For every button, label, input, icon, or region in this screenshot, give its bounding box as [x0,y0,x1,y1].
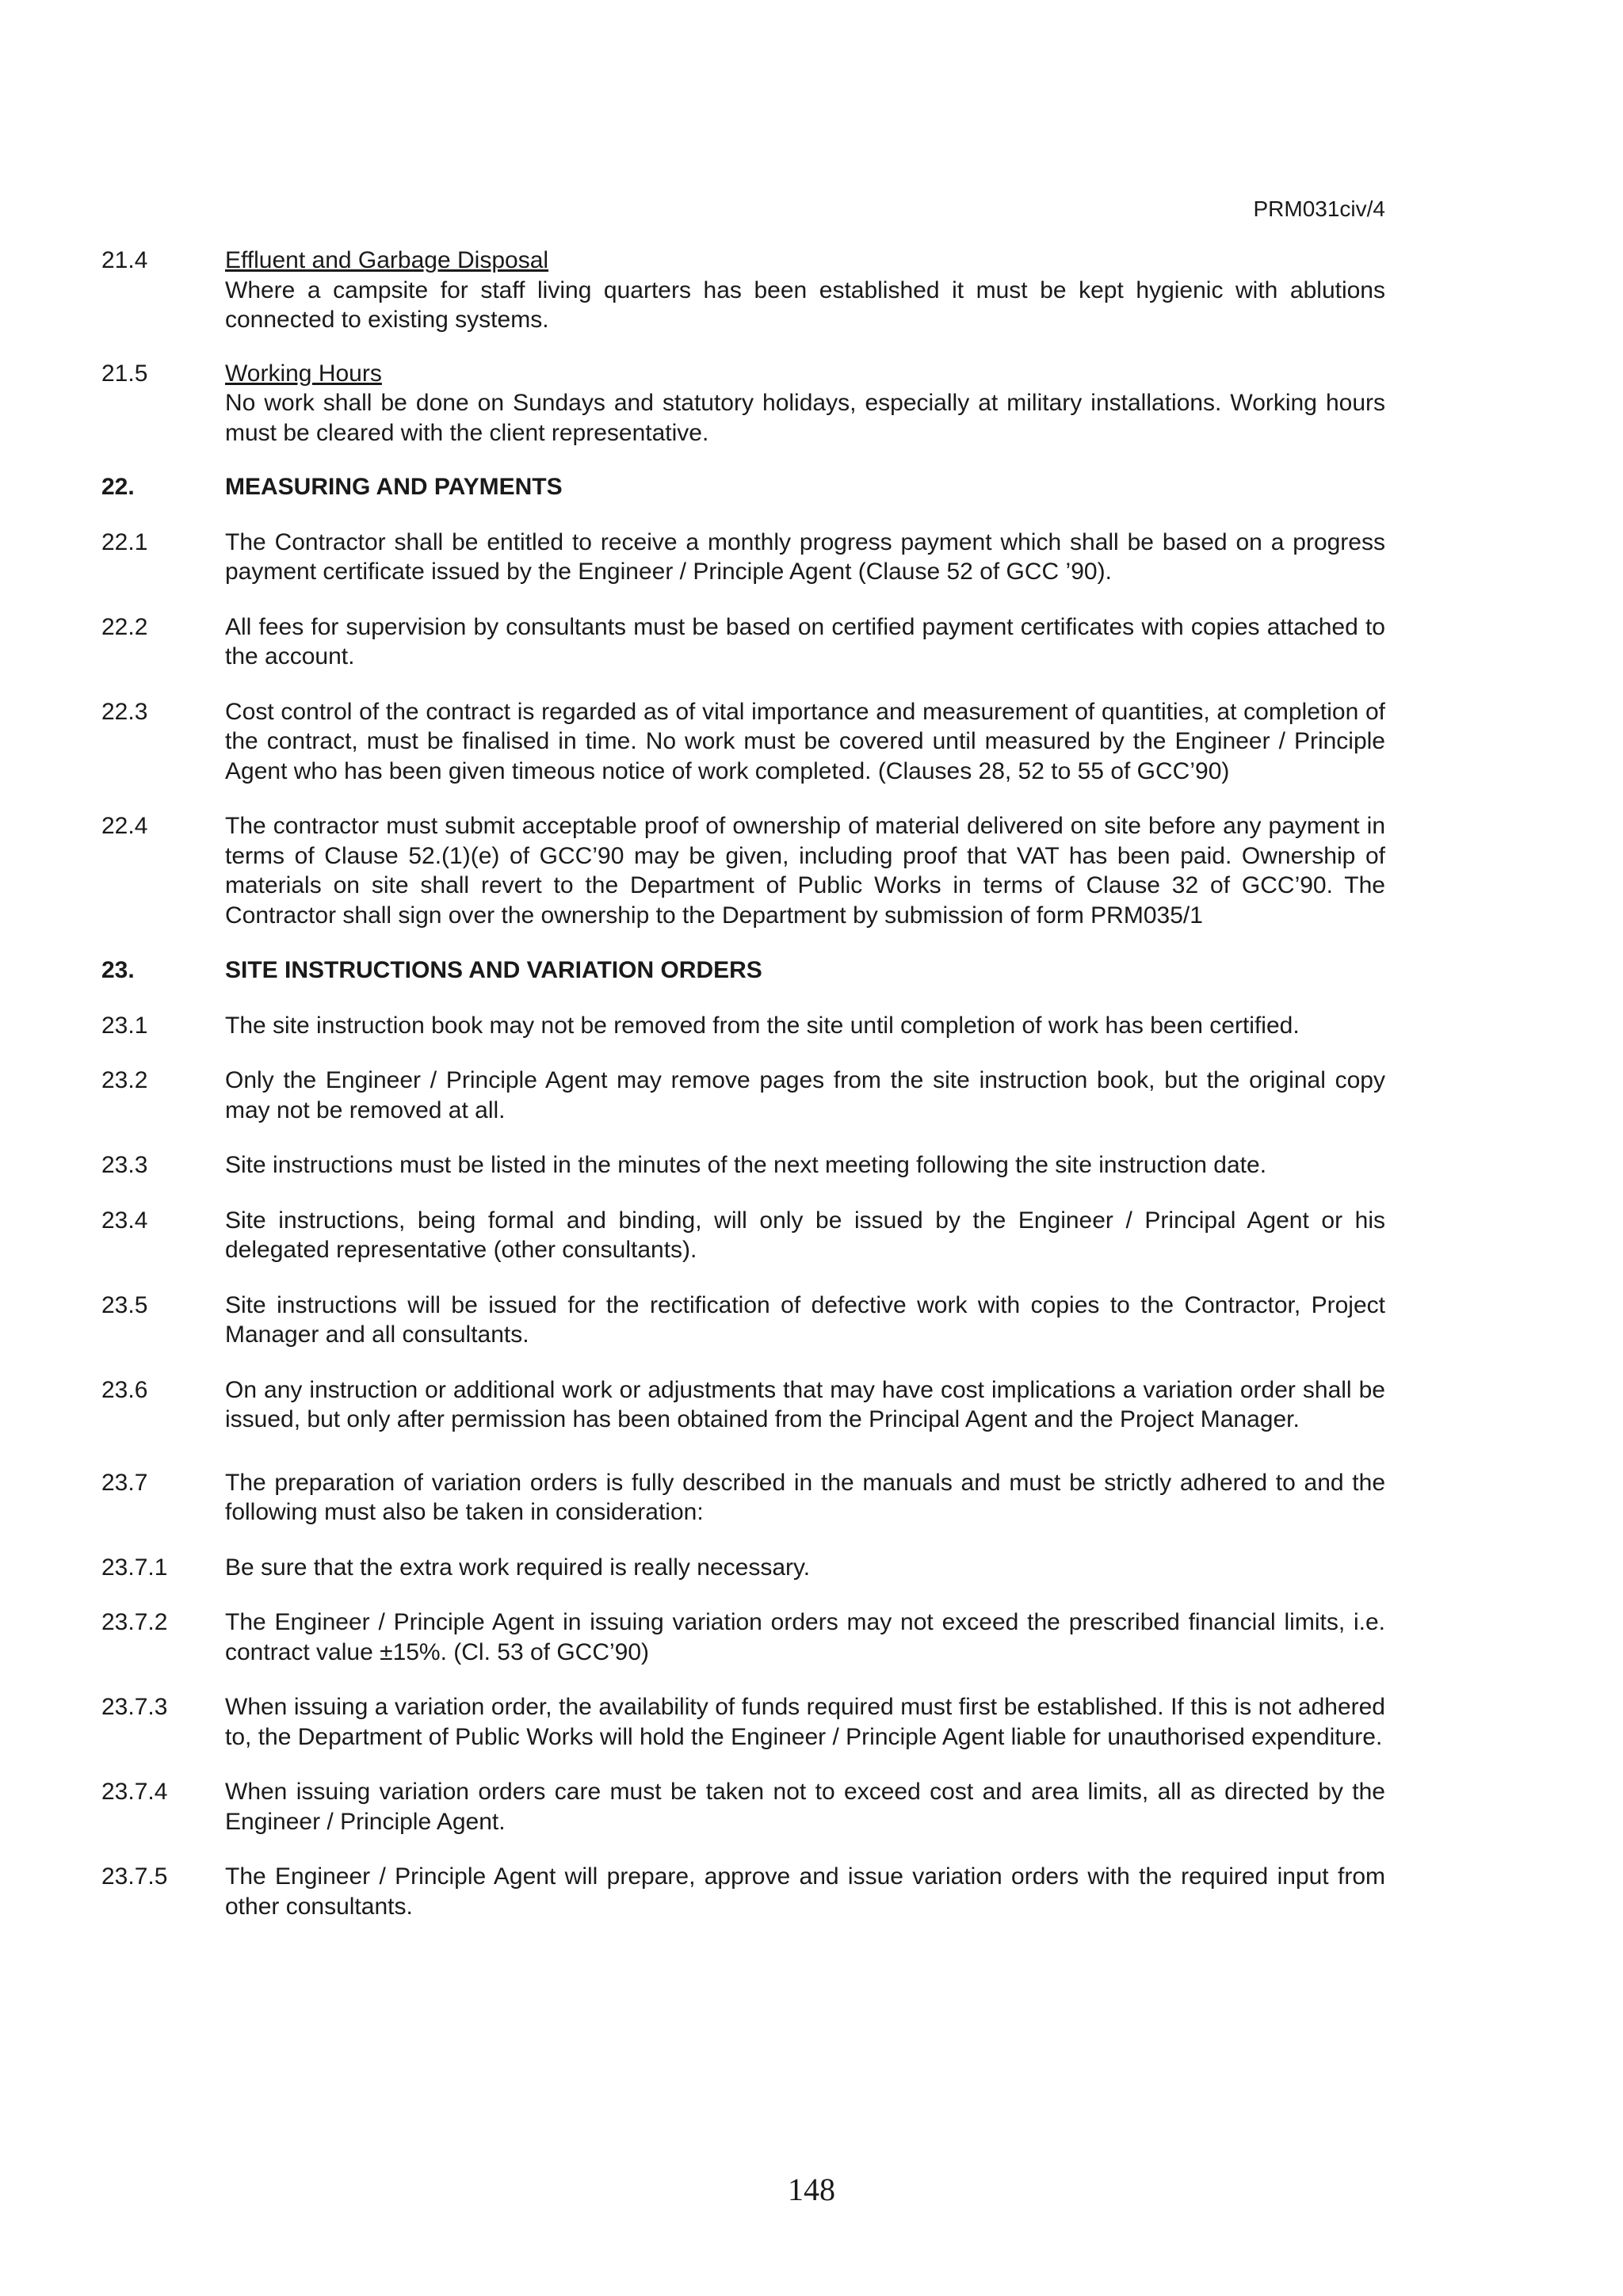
document-body [101,246,1385,1947]
document-reference: PRM031civ/4 [1253,196,1385,221]
section-heading-text: MEASURING AND PAYMENTS [225,474,563,500]
section-number: 21.5 [101,360,148,387]
section-text: Site instructions must be listed in the minutes of the next meeting following the site instruction date. [225,1152,1267,1178]
section-text: Only the Engineer / Principle Agent may remove pages from the site instruction book, but the original copy may not be removed at all. [225,1067,1385,1123]
section-number: 23.4 [101,1207,148,1234]
section-number: 23.6 [101,1376,148,1403]
section-number: 23.1 [101,1012,148,1039]
section-22-4 [101,811,1385,930]
section-text: When issuing variation orders care must be taken not to exceed cost and area limits, all as directed by the Engineer / Principle Agent. [225,1779,1385,1835]
section-number: 23.7.3 [101,1694,168,1720]
section-21-4 [101,246,1385,335]
section-text: When issuing a variation order, the availability of funds required must first be established. If this is not adhered to, the Department of Public Works will hold the Engineer / Principle Agent liable for unauthorised expenditure. [225,1694,1385,1750]
section-number: 23.7.2 [101,1609,168,1635]
section-heading-22 [101,472,1385,502]
section-text: No work shall be done on Sundays and statutory holidays, especially at military installations. Working hours must be cleared with the client representative. [225,390,1385,446]
section-text: On any instruction or additional work or adjustments that may have cost implications a variation order shall be issued, but only after permission has been obtained from the Principal Agent and the Project Manager. [225,1376,1385,1432]
section-number: 22. [101,474,135,500]
section-23-7-1 [101,1553,1385,1583]
section-23-6 [101,1375,1385,1435]
section-text: Be sure that the extra work required is really necessary. [225,1554,811,1581]
section-23-7 [101,1468,1385,1527]
section-number: 22.1 [101,528,148,555]
section-number: 22.3 [101,698,148,725]
section-text: Site instructions, being formal and binding, will only be issued by the Engineer / Principal Agent or his delegated representative (other consultants). [225,1207,1385,1263]
section-text: Cost control of the contract is regarded as of vital importance and measurement of quantities, at completion of the contract, must be finalised in time. No work must be covered until measured by the Engineer / Principle Agent who has been given timeous notice of work completed. (Clauses 28, 52 to 55 of GCC’90) [225,698,1385,784]
section-number: 22.2 [101,613,148,640]
section-number: 23.7.4 [101,1779,168,1805]
section-text: The Engineer / Principle Agent in issuing variation orders may not exceed the prescribed financial limits, i.e. contract value ±15%. (Cl. 53 of GCC’90) [225,1609,1385,1665]
section-title: Working Hours [225,360,382,387]
section-number: 23.7.5 [101,1863,168,1890]
section-body [225,246,1385,335]
section-text: The Contractor shall be entitled to receive a monthly progress payment which shall be based on a progress payment certificate issued by the Engineer / Principle Agent (Clause 52 of GCC ’90). [225,528,1385,585]
section-23-2 [101,1066,1385,1125]
section-23-3 [101,1150,1385,1180]
page-number: 148 [788,2172,835,2207]
section-title: Effluent and Garbage Disposal [225,247,549,273]
section-number: 21.4 [101,247,148,273]
section-text: The site instruction book may not be removed from the site until completion of work has been certified. [225,1012,1300,1039]
section-heading-23 [101,955,1385,986]
section-23-5 [101,1291,1385,1350]
section-heading-text: SITE INSTRUCTIONS AND VARIATION ORDERS [225,957,762,983]
section-23-1 [101,1011,1385,1041]
section-number: 23.7.1 [101,1554,168,1581]
section-text: Site instructions will be issued for the rectification of defective work with copies to the Contractor, Project Manager and all consultants. [225,1291,1385,1348]
section-23-7-4 [101,1777,1385,1836]
section-23-7-5 [101,1862,1385,1921]
section-23-4 [101,1206,1385,1265]
section-text: The Engineer / Principle Agent will prepare, approve and issue variation orders with the required input from other consultants. [225,1863,1385,1920]
section-22-2 [101,612,1385,672]
section-21-5 [101,359,1385,448]
section-number: 23.3 [101,1152,148,1178]
section-number: 23. [101,957,135,983]
section-number: 23.2 [101,1067,148,1093]
section-22-1 [101,528,1385,587]
section-text: The contractor must submit acceptable proof of ownership of material delivered on site before any payment in terms of Clause 52.(1)(e) of GCC’90 may be given, including proof that VAT has been paid. Ownership of materials on site shall revert to the Department of Public Works in terms of Clause 32 of GCC’90. The Contractor shall sign over the ownership to the Department by submission of form PRM035/1 [225,813,1385,929]
section-text: Where a campsite for staff living quarters has been established it must be kept hygienic with ablutions connected to existing systems. [225,277,1385,333]
section-body [225,359,1385,448]
section-23-7-3 [101,1692,1385,1752]
section-number: 22.4 [101,813,148,839]
section-number: 23.7 [101,1469,148,1496]
section-text: All fees for supervision by consultants must be based on certified payment certificates with copies attached to the account. [225,613,1385,669]
section-number: 23.5 [101,1291,148,1318]
section-22-3 [101,697,1385,787]
section-23-7-2 [101,1608,1385,1667]
section-text: The preparation of variation orders is fully described in the manuals and must be strictly adhered to and the following must also be taken in consideration: [225,1469,1385,1525]
